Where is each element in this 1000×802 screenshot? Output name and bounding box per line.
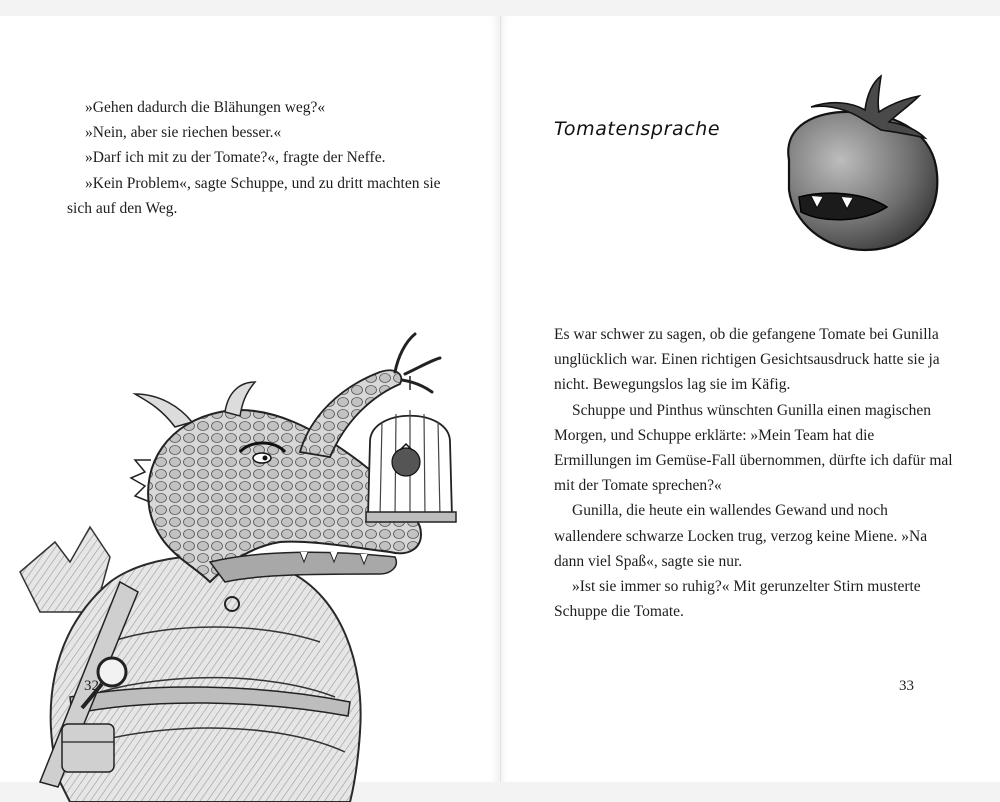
page-number: 33	[899, 678, 914, 694]
chapter-title: Tomatensprache	[554, 118, 721, 140]
left-page-text	[67, 95, 467, 221]
paragraph: »Darf ich mit zu der Tomate?«, fragte der Neffe.	[85, 149, 386, 167]
right-page	[500, 16, 1000, 782]
paragraph: »Ist sie immer so ruhig?« Mit gerunzelter Stirn musterte Schuppe die Tomate.	[554, 578, 921, 621]
paragraph: Gunilla, die heute ein wallendes Gewand und noch wallendere schwarze Locken trug, verzog keine Miene. »Na dann viel Spaß«, sagte sie nur.	[554, 502, 928, 570]
paragraph: Schuppe und Pinthus wünschten Gunilla einen magischen Morgen, und Schuppe erklärte: »Mein Team hat die Ermillungen im Gemüse-Fall übernommen, dürfte ich dafür mal mit der Tomate sprechen?«	[554, 401, 953, 495]
right-page-text	[554, 322, 954, 624]
tomato-illustration	[769, 72, 945, 256]
paragraph: Es war schwer zu sagen, ob die gefangene Tomate bei Gunilla unglücklich war. Einen richtigen Gesichtsausdruck hatte sie ja nicht. Bewegungslos lag sie im Käfig.	[554, 326, 940, 394]
page-number: 32	[84, 678, 99, 694]
left-page	[0, 16, 498, 782]
paragraph: »Gehen dadurch die Blähungen weg?«	[85, 99, 326, 116]
paragraph: »Nein, aber sie riechen besser.«	[85, 124, 282, 142]
dragon-illustration	[0, 312, 460, 802]
paragraph: »Kein Problem«, sagte Schuppe, und zu dritt machten sie sich auf den Weg.	[67, 174, 441, 217]
